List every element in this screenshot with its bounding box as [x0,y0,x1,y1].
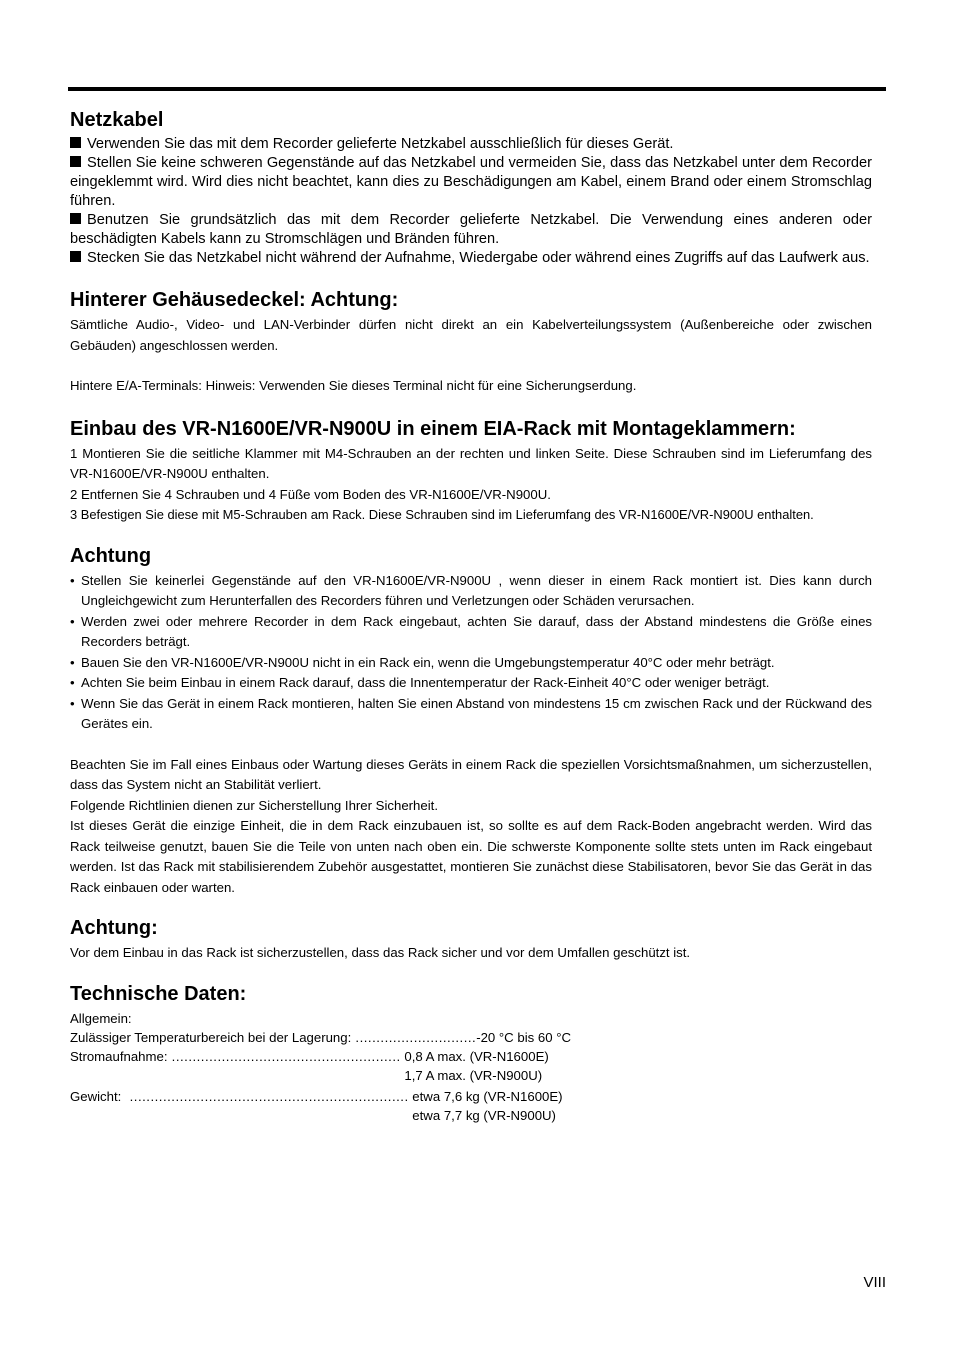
netzkabel-item: Benutzen Sie grundsätzlich das mit dem Recorder gelieferte Netzkabel. Die Verwendung eines anderen oder beschädigten Kabels kann zu Stromschlägen und Bränden führen. [70,212,872,247]
square-bullet-icon [70,156,81,167]
page-number: VIII [863,1274,886,1291]
achtung-bullet: • Achten Sie beim Einbau in einem Rack darauf, dass die Innentemperatur der Rack-Einheit 40°C oder weniger beträgt. [70,673,872,694]
einbau-step: 2 Entfernen Sie 4 Schrauben und 4 Füße vom Boden des VR-N1600E/VR-N900U. [70,486,551,502]
netzkabel-item: Stellen Sie keine schweren Gegenstände auf das Netzkabel und vermeiden Sie, dass das Netzkabel unter dem Recorder eingeklemmt wird. Wird dies nicht beachtet, kann dies zu Beschädigungen am Kabel, einem Brand oder einem Stromschlag führen. [70,155,872,209]
square-bullet-icon [70,213,81,224]
spec-label: Zulässiger Temperaturbereich bei der Lagerung: [70,1029,352,1045]
top-rule [68,87,886,91]
spec-value: -20 °C bis 60 °C [476,1029,572,1045]
spec-value: 0,8 A max. (VR-N1600E) 1,7 A max. (VR-N900U) [404,1048,549,1083]
spec-row-temperature [70,1028,872,1047]
square-bullet-icon [70,137,81,148]
spec-label: Stromaufnahme: [70,1048,168,1064]
achtung-paragraph: Beachten Sie im Fall eines Einbaus oder Wartung dieses Geräts in einem Rack die speziellen Vorsichtsmaßnahmen, um sicherzustellen, dass das System nicht an Stabilität verliert. [70,756,872,792]
leader-dots: ................................................................... [121,1088,409,1104]
heading-achtung-rack: Achtung: [70,917,158,939]
leader-dots: ............................. [351,1029,477,1045]
specs-table [70,1009,872,1125]
heading-gehaeuse: Hinterer Gehäusedeckel: Achtung: [70,289,399,311]
page-content [70,108,872,1139]
einbau-step: 1 Montieren Sie die seitliche Klammer mit M4-Schrauben an der rechten und linken Seite. Diese Schrauben sind im Lieferumfang des VR-N1600E/VR-N900U enthalten. [70,445,872,481]
heading-specs: Technische Daten: [70,982,247,1005]
spec-label: Gewicht: [70,1088,122,1104]
leader-dots: ....................................................... [167,1048,401,1064]
heading-einbau: Einbau des VR-N1600E/VR-N900U in einem EIA-Rack mit Montageklammern: [70,417,796,440]
section-einbau [70,417,872,526]
netzkabel-item: Stecken Sie das Netzkabel nicht während der Aufnahme, Wiedergabe oder während eines Zugriffs auf das Laufwerk aus. [70,249,872,268]
achtung-paragraph: Folgende Richtlinien dienen zur Sicherstellung Ihrer Sicherheit. [70,797,438,813]
achtung-bullet: • Werden zwei oder mehrere Recorder in dem Rack eingebaut, achten Sie darauf, dass der Abstand mindestens die Größe eines Recorders beträgt. [70,612,872,653]
gehaeuse-hinweis: Hintere E/A-Terminals: Hinweis: Verwenden Sie dieses Terminal nicht für eine Sicherungserdung. [70,378,637,393]
netzkabel-item: Verwenden Sie das mit dem Recorder gelieferte Netzkabel ausschließlich für dieses Gerät. [70,135,872,154]
achtung-bullet: • Bauen Sie den VR-N1600E/VR-N900U nicht in ein Rack ein, wenn die Umgebungstemperatur 40°C oder mehr beträgt. [70,653,872,674]
spec-row-power [70,1047,872,1085]
section-netzkabel [70,108,872,268]
section-achtung-rack [70,916,872,964]
achtung-bullet: • Stellen Sie keinerlei Gegenstände auf den VR-N1600E/VR-N900U , wenn dieser in einem Rack montiert ist. Dies kann durch Ungleichgewicht zum Herunterfallen des Recorders führen und Verletzungen oder Schäden verursachen. [70,571,872,612]
achtung-list [70,571,872,735]
spec-value: etwa 7,6 kg (VR-N1600E) etwa 7,7 kg (VR-N900U) [412,1088,563,1123]
section-achtung [70,544,872,899]
achtung-paragraph: Ist dieses Gerät die einzige Einheit, die in dem Rack einzubauen ist, so sollte es auf dem Rack-Boden angebracht werden. Wird das Rack teilweise genutzt, bauen Sie die Teile von unten nach oben ein. Die schwerste Komponente sollte stets unten im Rack eingebaut werden. Ist das Rack mit stabilisierendem Zubehör ausgestattet, montieren Sie zunächst diese Stabilisatoren, bevor Sie das Gerät in das Rack einbauen oder warten. [70,818,872,895]
gehaeuse-text: Sämtliche Audio-, Video- und LAN-Verbinder dürfen nicht direkt an ein Kabelverteilungssystem (Außenbereiche oder zwischen Gebäuden) angeschlossen werden. [70,317,872,353]
heading-achtung: Achtung [70,544,152,567]
section-gehaeuse [70,288,872,397]
square-bullet-icon [70,251,81,262]
spec-row-weight [70,1087,872,1125]
specs-general: Allgemein: [70,1010,132,1026]
achtung-rack-text: Vor dem Einbau in das Rack ist sicherzustellen, dass das Rack sicher und vor dem Umfallen geschützt ist. [70,945,691,960]
section-specs [70,982,872,1125]
achtung-bullet: • Wenn Sie das Gerät in einem Rack montieren, halten Sie einen Abstand von mindestens 15 cm zwischen Rack und der Rückwand des Gerätes ein. [70,694,872,735]
einbau-step: 3 Befestigen Sie diese mit M5-Schrauben am Rack. Diese Schrauben sind im Lieferumfang des VR-N1600E/VR-N900U enthalten. [70,507,814,522]
heading-netzkabel: Netzkabel [70,109,164,131]
